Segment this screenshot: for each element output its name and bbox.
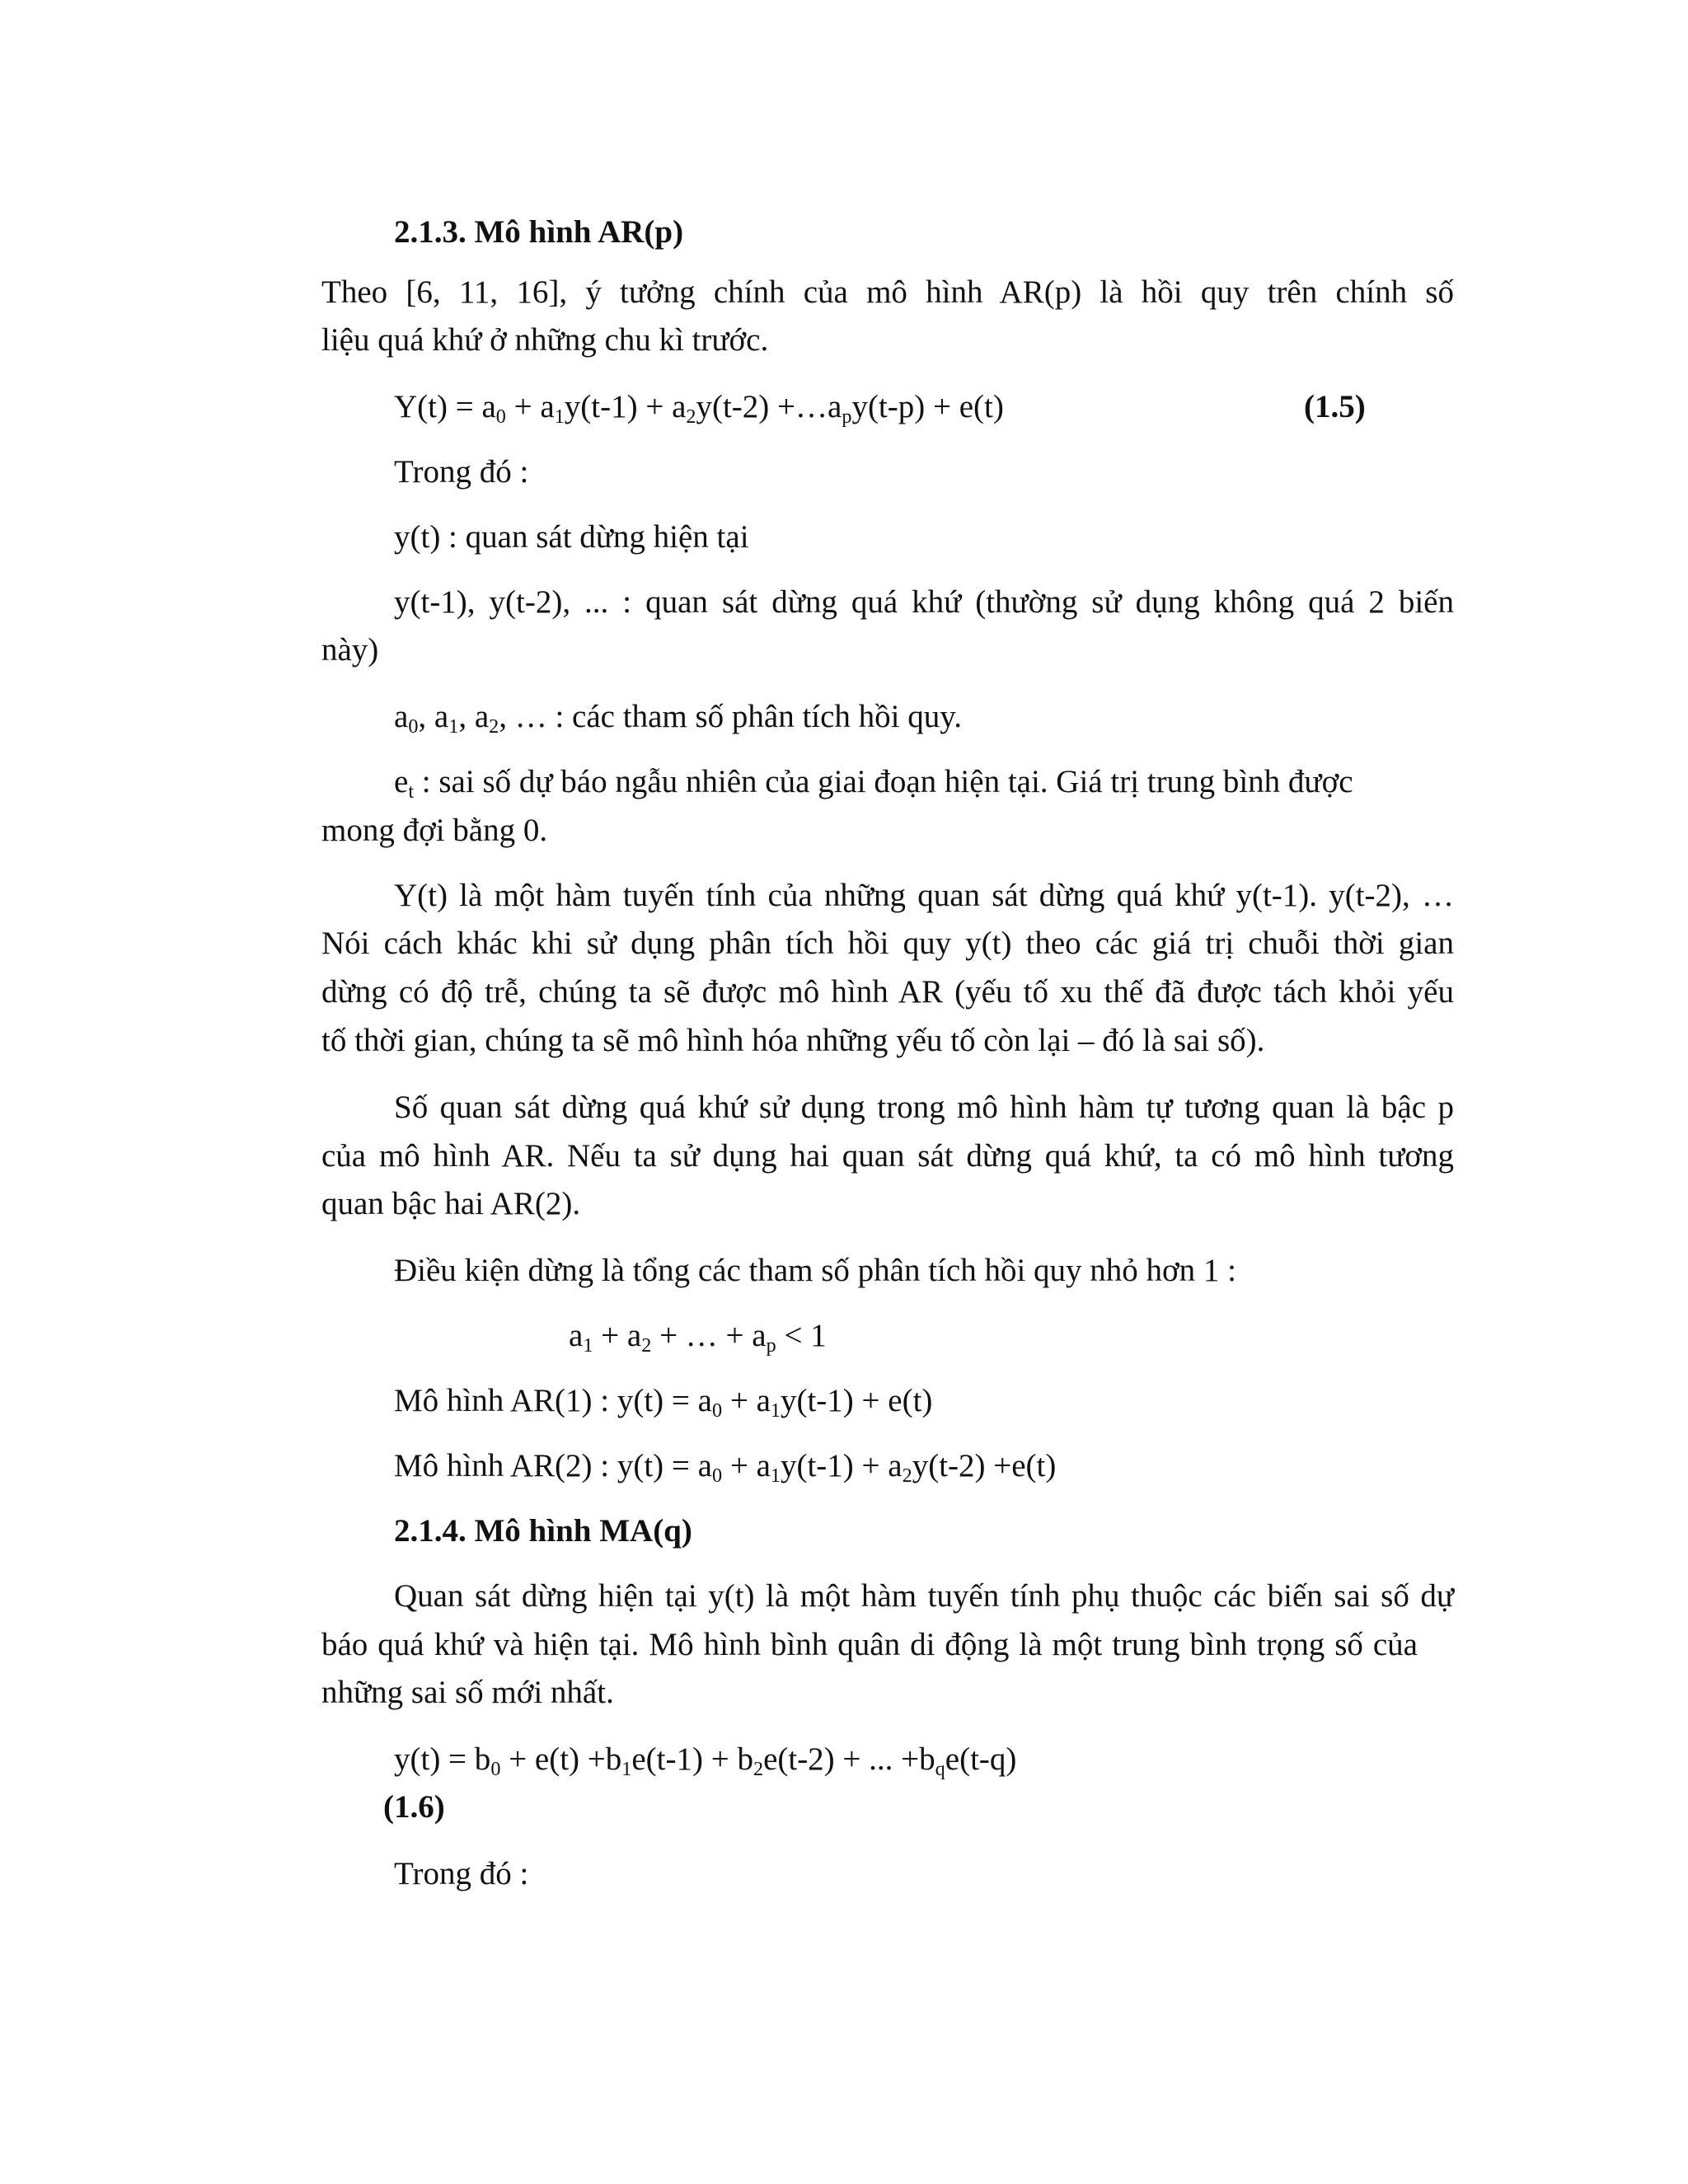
- equation-number-1-6: (1.6): [383, 1789, 445, 1825]
- intro-line-1: Theo [6, 11, 16], ý tưởng chính của mô hình AR(p) là hồi quy trên chính số: [321, 274, 1454, 310]
- ma-paragraph-line-1: Quan sát dừng hiện tại y(t) là một hàm tuyến tính phụ thuộc các biến sai số dự: [394, 1578, 1454, 1614]
- definition-yt: y(t) : quan sát dừng hiện tại: [394, 519, 749, 555]
- paragraph-1-line-4: tố thời gian, chúng ta sẽ mô hình hóa những yếu tố còn lại – đó là sai số).: [321, 1023, 1265, 1058]
- paragraph-2-line-3: quan bậc hai AR(2).: [321, 1186, 581, 1221]
- section-heading-2-1-4: 2.1.4. Mô hình MA(q): [394, 1513, 692, 1549]
- paragraph-1-line-1: Y(t) là một hàm tuyến tính của những quan sát dừng quá khứ y(t-1). y(t-2), …: [394, 878, 1454, 913]
- paragraph-1-line-3: dừng có độ trễ, chúng ta sẽ được mô hình AR (yếu tố xu thế đã được tách khỏi yếu: [321, 974, 1454, 1010]
- intro-line-2: liệu quá khứ ở những chu kì trước.: [321, 322, 769, 358]
- definition-error-line-1: $e_t$ : sai số dự báo ngẫu nhiên của giai đoạn hiện tại. Giá trị trung bình được: [394, 764, 1353, 803]
- ma-paragraph-line-3: những sai số mới nhất.: [321, 1675, 614, 1710]
- definition-lags-line-1: y(t-1), y(t-2), ... : quan sát dừng quá khứ (thường sử dụng không quá 2 biến: [394, 584, 1454, 620]
- paragraph-2-line-2: của mô hình AR. Nếu ta sử dụng hai quan sát dừng quá khứ, ta có mô hình tương: [321, 1138, 1454, 1174]
- equation-number-1-5: (1.5): [1304, 389, 1366, 424]
- condition-inequality: $a_1 + a_2$ + … + $a_p < 1$: [569, 1318, 827, 1357]
- paragraph-1-line-2: Nói cách khác khi sử dụng phân tích hồi quy y(t) theo các giá trị chuỗi thời gian: [321, 926, 1454, 961]
- definition-lags-line-2: này): [321, 632, 379, 668]
- stationarity-condition: Điều kiện dừng là tổng các tham số phân tích hồi quy nhỏ hơn 1 :: [394, 1253, 1236, 1288]
- paragraph-2-line-1: Số quan sát dừng quá khứ sử dụng trong mô hình hàm tự tương quan là bậc p: [394, 1090, 1454, 1125]
- section-heading-2-1-3: 2.1.3. Mô hình AR(p): [394, 214, 684, 250]
- where-label-2: Trong đó :: [394, 1856, 529, 1891]
- definition-error-line-2: mong đợi bằng 0.: [321, 813, 548, 848]
- equation-1-5: $Y(t) = a_0 + a_1y(t-1) + a_2y(t-2)$ $+\dots a_py(t-p) + e(t)$: [394, 389, 1004, 428]
- ma-paragraph-line-2: báo quá khứ và hiện tại. Mô hình bình quân di động là một trung bình trọng số của: [321, 1627, 1418, 1662]
- definition-coefficients: $a_0$, $a_1$, $a_2$, … : các tham số phân tích hồi quy.: [394, 699, 962, 738]
- ar2-model: Mô hình AR(2) : $y(t) = a_0 + a_1y(t-1) + a_2y(t-2) +e(t)$: [394, 1448, 1057, 1487]
- ar1-model: Mô hình AR(1) : $y(t) = a_0 + a_1y(t-1) + e(t)$: [394, 1383, 933, 1422]
- where-label: Trong đó :: [394, 454, 529, 490]
- equation-1-6: $y(t) = b_0 + e(t) +b_1e(t-1) + b_2e(t-2)$ + ... $+b_qe(t-q)$: [394, 1741, 1017, 1780]
